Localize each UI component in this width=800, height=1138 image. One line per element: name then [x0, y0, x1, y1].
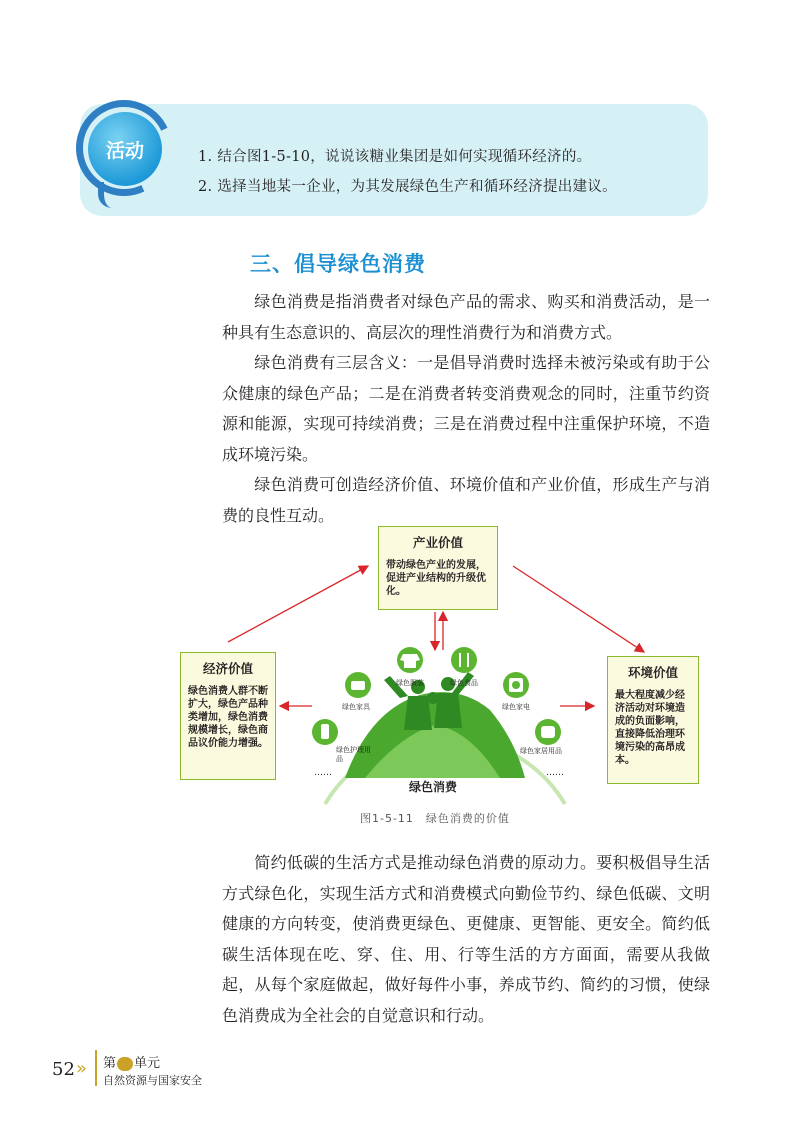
paragraph-4-text: 简约低碳的生活方式是推动绿色消费的原动力。要积极倡导生活方式绿色化，实现生活方式和消费模式向勤俭节约、绿色低碳、文明健康的方向转变，使消费更绿色、更健康、更智能、更安全。简约低碳生活体现在吃、穿、住、用、行等生活的方方面面，需要从我做起，从每个家庭做起，做好每件小事，养成节约、简约的习惯，使绿色消费成为全社会的自觉意识和行动。: [222, 853, 710, 1025]
unit-number-badge: [117, 1057, 133, 1071]
activity-item-2: 2. 选择当地某一企业，为其发展绿色生产和循环经济提出建议。: [198, 179, 617, 195]
arrow-to-environment: [513, 566, 644, 652]
green-consumption-diagram: [170, 520, 710, 820]
paragraph-1: [222, 287, 710, 348]
item-clothing-label: 绿色服装: [396, 679, 424, 687]
ellipsis-right: ……: [546, 768, 564, 778]
paragraph-4: [222, 848, 710, 1031]
arrow-to-industry: [228, 566, 368, 642]
activity-badge-label: 活动: [105, 140, 144, 162]
paragraph-1-text: 绿色消费是指消费者对绿色产品的需求、购买和消费活动，是一种具有生态意识的、高层次的理性消费行为和消费方式。: [222, 292, 710, 342]
activity-badge: [76, 100, 172, 196]
unit-suffix: 单元: [134, 1056, 161, 1071]
item-furniture-label: 绿色家具: [342, 703, 370, 711]
center-label: 绿色消费: [409, 780, 458, 794]
economic-value-title: 经济价值: [202, 661, 253, 676]
industry-value-box: [378, 526, 498, 610]
item-home-label: 绿色家居用品: [520, 747, 562, 755]
industry-value-title: 产业价值: [412, 535, 463, 550]
economic-value-box: [180, 652, 276, 780]
activity-item-1: 1. 结合图1-5-10，说说该糖业集团是如何实现循环经济的。: [198, 149, 592, 165]
page-number: 52: [52, 1059, 75, 1080]
industry-value-desc: 带动绿色产业的发展，促进产业结构的升级优化。: [386, 560, 486, 597]
economic-value-desc: 绿色消费人群不断扩大，绿色产品种类增加，绿色消费规模增长，绿色商品议价能力增强。: [188, 686, 268, 749]
figure-caption: 图1-5-11 绿色消费的价值: [360, 812, 510, 825]
unit-prefix: 第: [103, 1056, 117, 1071]
environment-value-box: [607, 656, 699, 784]
section-title: 三、倡导绿色消费: [250, 252, 426, 276]
item-care-label: 绿色护理用品: [336, 746, 371, 763]
environment-value-title: 环境价值: [627, 665, 678, 680]
unit-label: [103, 1052, 160, 1071]
double-chevron-icon: »: [76, 1058, 88, 1079]
paragraph-2: [222, 348, 710, 470]
unit-subtitle: 自然资源与国家安全: [103, 1074, 202, 1087]
food-icon: [451, 647, 477, 673]
ellipsis-left: ……: [314, 768, 332, 778]
item-food-label: 绿色食品: [450, 679, 478, 687]
paragraph-3-text: 绿色消费可创造经济价值、环境价值和产业价值，形成生产与消费的良性互动。: [222, 475, 710, 525]
item-appliance-label: 绿色家电: [502, 703, 530, 711]
paragraph-2-text: 绿色消费有三层含义：一是倡导消费时选择未被污染或有助于公众健康的绿色产品；二是在消费者转变消费观念的同时，注重节约资源和能源，实现可持续消费；三是在消费过程中注重保护环境，不造成环境污染。: [222, 353, 710, 464]
environment-value-desc: 最大程度减少经济活动对环境造成的负面影响，直接降低治理环境污染的高昂成本。: [615, 690, 685, 766]
footer-divider: [95, 1050, 97, 1086]
